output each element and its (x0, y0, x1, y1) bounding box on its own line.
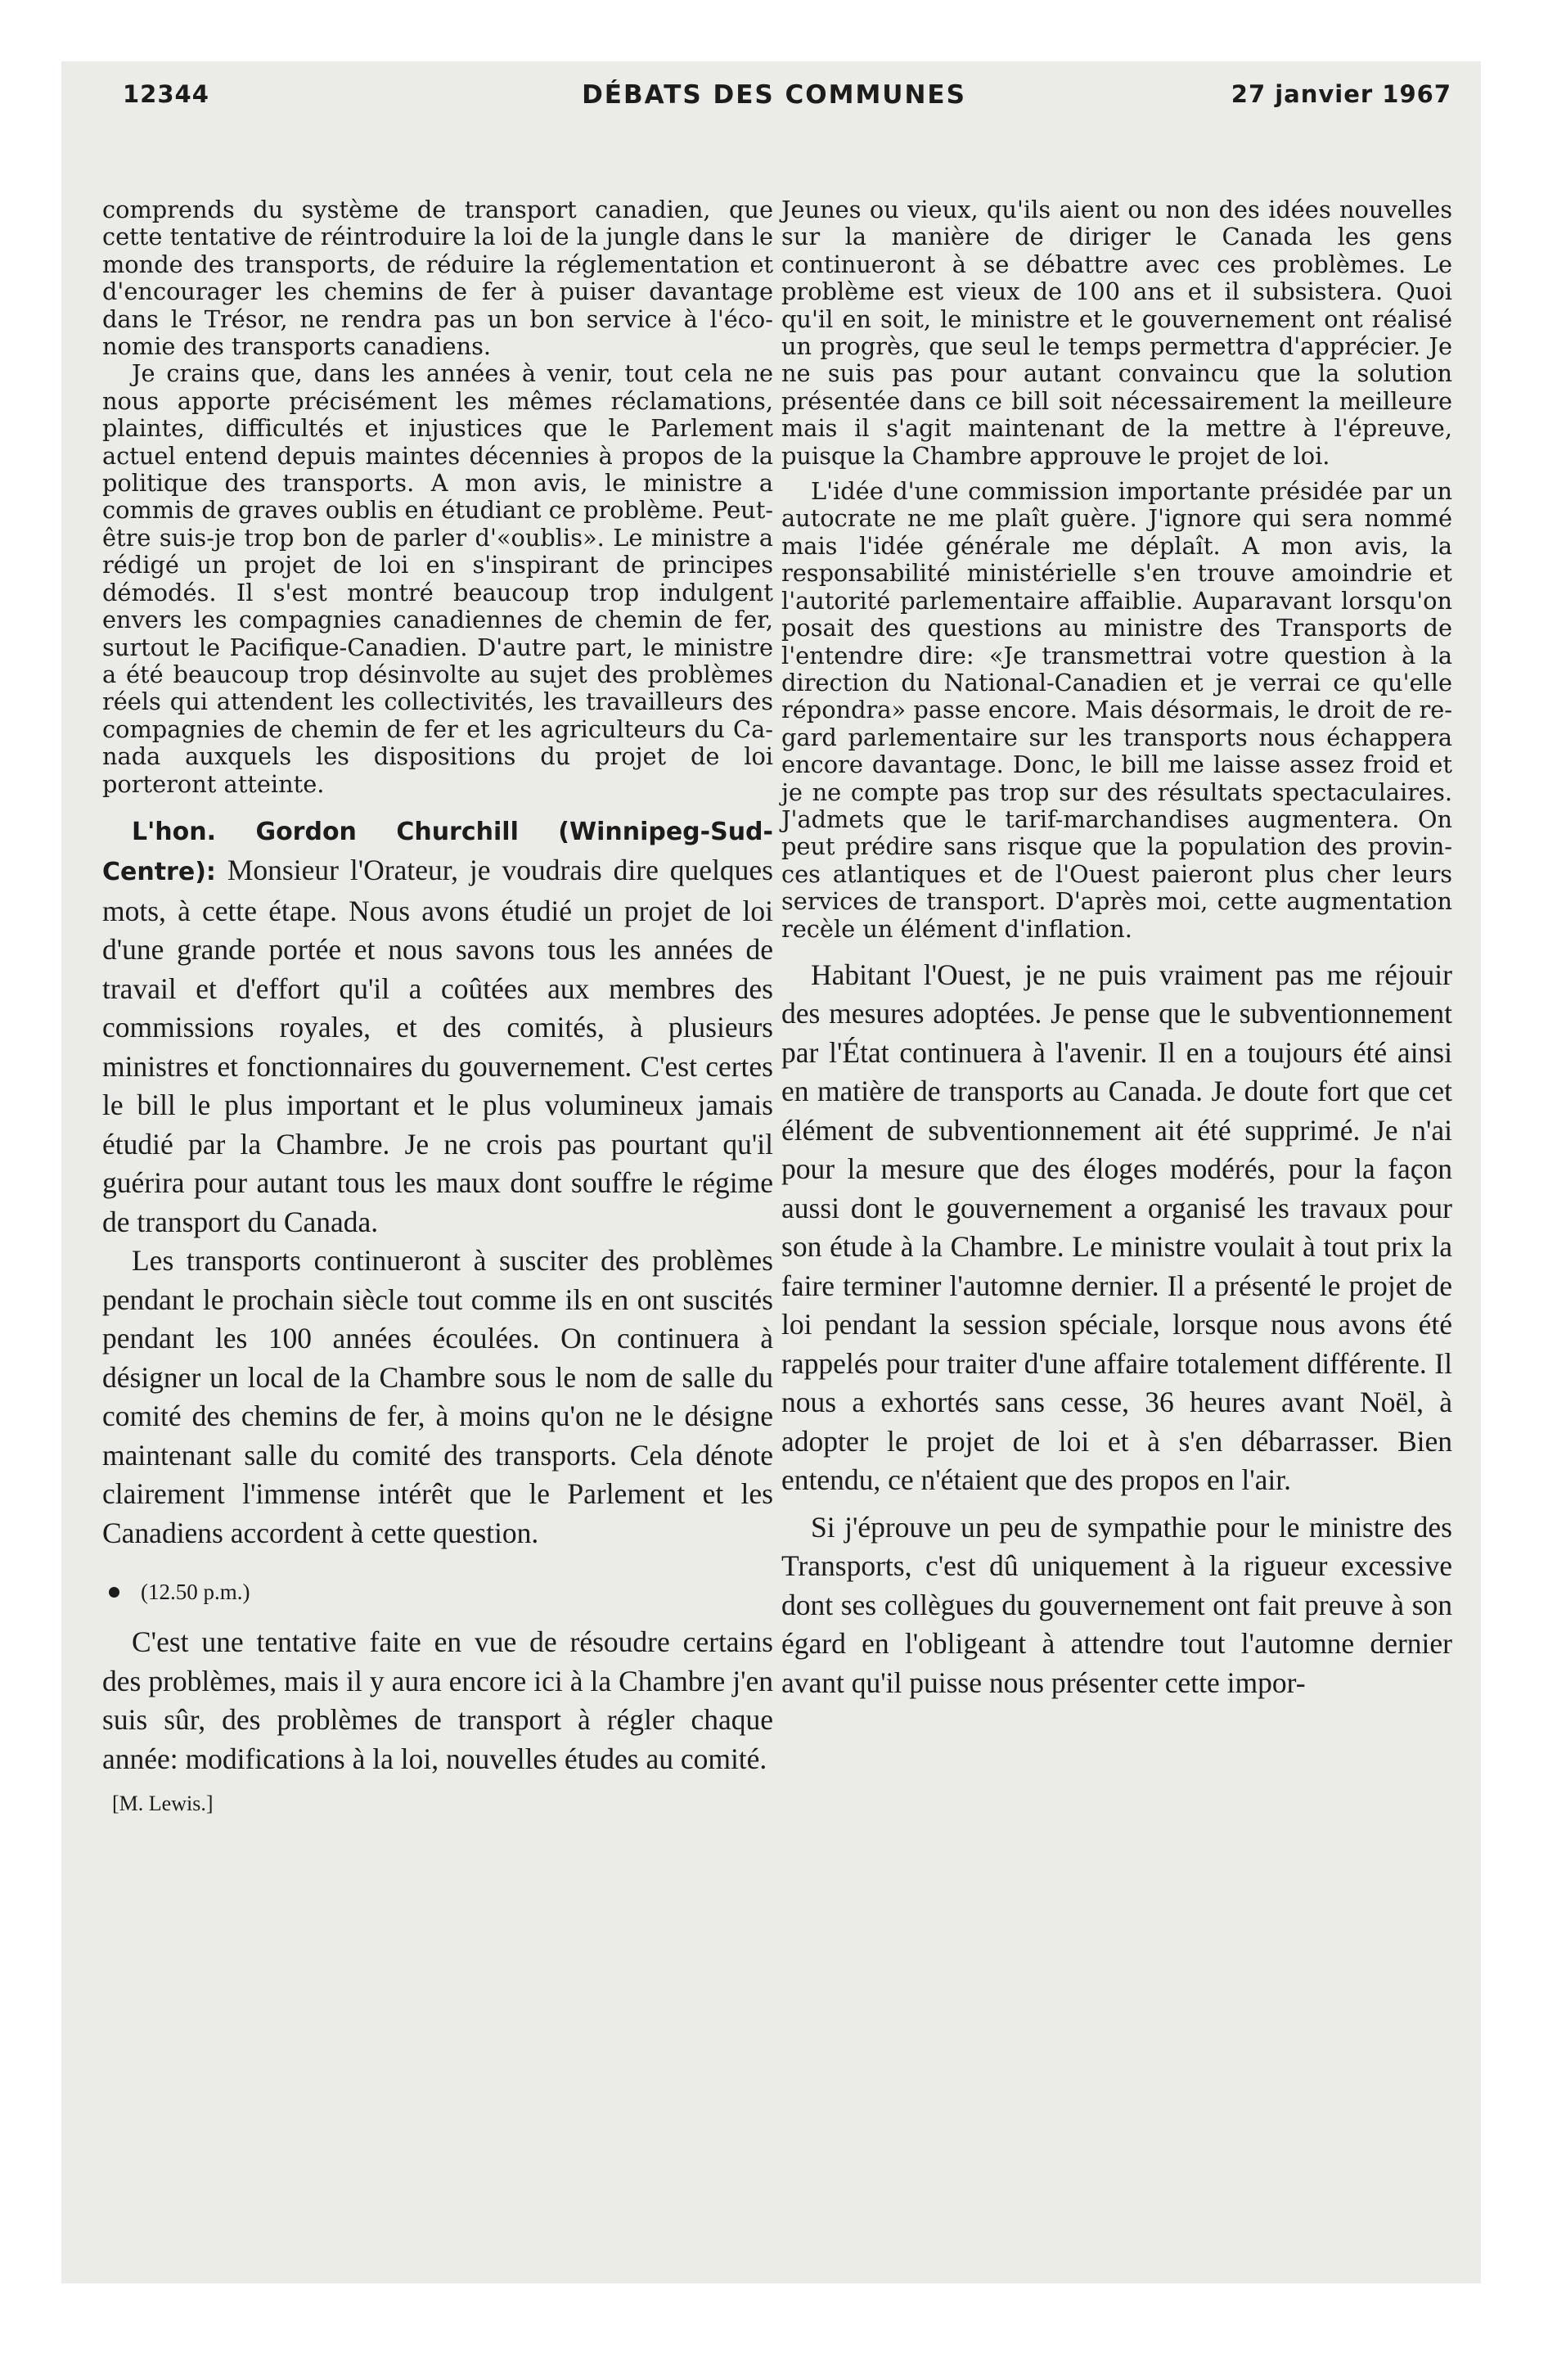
speaker-attribution: [M. Lewis.] (112, 1792, 214, 1816)
paragraph: Si j'éprouve un peu de sympathie pour le ministre des Transports, c'est dû uniquement à la rigueur excessive dont ses collègues du gouvernement ont fait preuve à son égard en l'obligeant à attendre tout l'automne dernier avant qu'il puisse nous présenter cette impor- (781, 1510, 1452, 1699)
left-column (102, 196, 773, 1818)
timestamp (102, 1577, 773, 1607)
bullet-icon (109, 1587, 119, 1598)
paragraph: L'idée d'une commission importante présidée par un autocrate ne me plaît guère. J'ignore qui sera nommé mais l'idée générale me déplaît. A mon avis, la responsabilité ministérielle s'en trouve amoindrie et l'autorité parlementaire affaiblie. Auparavant lorsqu'on posait des questions au ministre des Transports de l'entendre dire: «Je transmettrai votre question à la direction du National-Canadien et je verrai ce qu'elle répondra» passe encore. Mais désormais, le droit de regard parlementaire sur les transports nous échappera encore davantage. Donc, le bill me laisse assez froid et je ne compte pas trop sur des résultats spectaculaires. J'admets que le tarif-marchandises augmentera. On peut prédire sans risque que la population des provinces atlantiques et de l'Ouest paieront plus cher leurs services de transport. D'après moi, cette augmentation recèle un élément d'inflation. (781, 477, 1452, 943)
timestamp-text: (12.50 p.m.) (141, 1580, 250, 1605)
paragraph: Je crains que, dans les années à venir, tout cela ne nous apporte précisément les mêmes réclamations, plaintes, difficultés et injustices que le Parlement actuel entend depuis maintes décennies à propos de la politique des transports. A mon avis, le ministre a commis de graves oublis en étudiant ce problème. Peut-être suis-je trop bon de parler d'«oublis». Le ministre a rédigé un projet de loi en s'inspirant de principes démodés. Il s'est montré beaucoup trop indulgent envers les compagnies canadiennes de chemin de fer, surtout le Pacifique-Canadien. D'autre part, le ministre a été beaucoup trop désinvolte au sujet des problèmes réels qui attendent les collectivités, les travailleurs des compagnies de chemin de fer et les agriculteurs du Canada auxquels les dispositions du projet de loi porteront atteinte. (102, 359, 773, 798)
page-number: 12344 (123, 80, 209, 108)
speech-paragraph (102, 811, 773, 1242)
page-header (0, 80, 1548, 113)
paragraph: comprends du système de transport canadien, que cette tentative de réintroduire la loi de la jungle dans le monde des transports, de réduire la réglementation et d'encourager les chemins de fer à puiser davantage dans le Trésor, ne rendra pas un bon service à l'économie des transports canadiens. (102, 196, 773, 361)
speaker-name: L'hon. Gordon Churchill (Winnipeg-Sud-Centre): (102, 817, 773, 887)
speech-text: Monsieur l'Orateur, je voudrais dire quelques mots, à cette étape. Nous avons étudié un projet de loi d'une grande portée et nous savons tous les années de travail et d'effort qu'il a coûtées aux membres des commissions royales, et des comités, à plusieurs ministres et fonctionnaires du gouvernement. C'est certes le bill le plus important et le plus volumineux jamais étudié par la Chambre. Je ne crois pas pourtant qu'il guérira pour autant tous les maux dont souffre le régime de transport du Canada. (102, 854, 773, 1238)
running-title: DÉBATS DES COMMUNES (582, 80, 966, 110)
paragraph: Habitant l'Ouest, je ne puis vraiment pas me réjouir des mesures adoptées. Je pense que le subventionnement par l'État continuera à l'avenir. Il en a toujours été ainsi en matière de transports au Canada. Je doute fort que cet élément de subventionnement ait été supprimé. Je n'ai pour la mesure que des éloges modérés, pour la façon aussi dont le gouvernement a organisé les travaux pour son étude à la Chambre. Le ministre voulait à tout prix la faire terminer l'automne dernier. Il a présenté le projet de loi pendant la session spéciale, lorsque nous avons été rappelés pour traiter d'une affaire totalement différente. Il nous a exhortés sans cesse, 36 heures avant Noël, à adopter le projet de loi et à s'en débarrasser. Bien entendu, ce n'étaient que des propos en l'air. (781, 958, 1452, 1497)
right-column (781, 196, 1452, 1702)
paragraph: Les transports continueront à susciter des problèmes pendant le prochain siècle tout comme ils en ont suscités pendant les 100 années écoulées. On continuera à désigner un local de la Chambre sous le nom de salle du comité des chemins de fer, à moins qu'on ne le désigne maintenant salle du comité des transports. Cela dénote clairement l'immense intérêt que le Parlement et les Canadiens accordent à cette question. (102, 1244, 773, 1549)
page-date: 27 janvier 1967 (1231, 80, 1451, 108)
paragraph: Jeunes ou vieux, qu'ils aient ou non des idées nouvelles sur la manière de diriger le Canada les gens continueront à se débattre avec ces problèmes. Le problème est vieux de 100 ans et il subsistera. Quoi qu'il en soit, le ministre et le gouvernement ont réalisé un progrès, que seul le temps permettra d'apprécier. Je ne suis pas pour autant convaincu que la solution présentée dans ce bill soit nécessairement la meilleure mais il s'agit maintenant de la mettre à l'épreuve, puisque la Chambre approuve le projet de loi. (781, 196, 1452, 470)
paragraph: C'est une tentative faite en vue de résoudre certains des problèmes, mais il y aura encore ici à la Chambre j'en suis sûr, des problèmes de transport à régler chaque année: modifications à la loi, nouvelles études au comité. (102, 1625, 773, 1775)
